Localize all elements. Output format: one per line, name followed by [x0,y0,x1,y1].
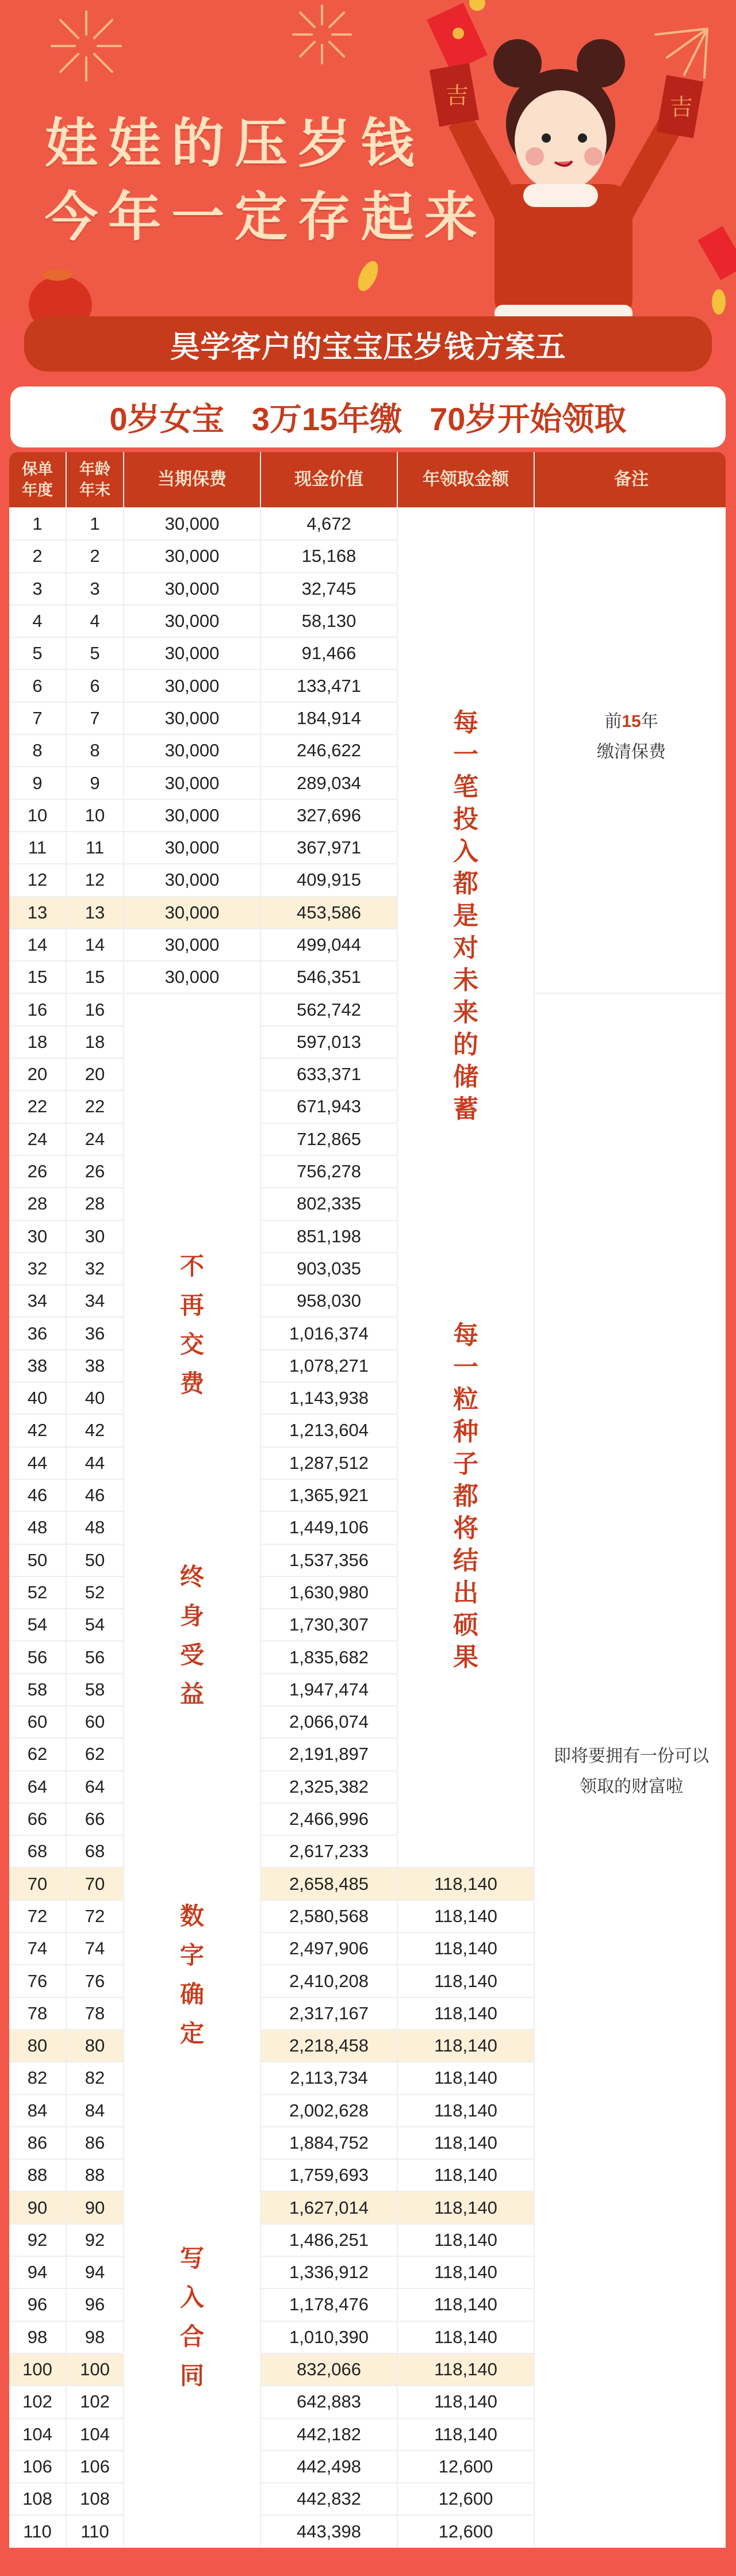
cell-policy-year: 58 [9,1674,66,1705]
cell-age: 62 [67,1739,123,1770]
cell-cash-value: 903,035 [261,1253,397,1284]
cell-age: 46 [67,1480,123,1511]
cell-policy-year: 62 [9,1739,66,1770]
cell-annual-payout: 12,600 [398,2516,534,2547]
cell-age: 72 [67,1901,123,1932]
cell-age: 11 [67,832,123,863]
cell-cash-value: 2,617,233 [261,1836,397,1867]
cell-cash-value: 246,622 [261,735,397,766]
cell-cash-value: 327,696 [261,800,397,831]
cell-age: 98 [67,2322,123,2353]
cell-policy-year: 36 [9,1318,66,1349]
cell-age: 40 [67,1383,123,1414]
summary-gender-age: 0岁女宝 [109,401,224,437]
header-age: 年龄 年末 [67,452,123,507]
header-premium: 当期保费 [124,452,260,507]
cell-age: 70 [67,1868,123,1899]
cell-annual-payout: 12,600 [398,2483,534,2514]
cell-cash-value: 832,066 [261,2354,397,2385]
cell-annual-payout: 118,140 [398,2322,534,2353]
cell-policy-year: 96 [9,2289,66,2320]
cell-age: 12 [67,864,123,895]
cell-annual-payout: 118,140 [398,2289,534,2320]
cell-cash-value: 1,213,604 [261,1415,397,1446]
cell-cash-value: 443,398 [261,2516,397,2547]
cell-policy-year: 106 [9,2451,66,2482]
cell-annual-payout: 118,140 [398,2127,534,2158]
cell-age: 58 [67,1674,123,1705]
cell-premium: 30,000 [124,929,260,960]
cell-policy-year: 38 [9,1350,66,1381]
cell-age: 14 [67,929,123,960]
cell-age: 80 [67,2030,123,2061]
cell-cash-value: 1,759,693 [261,2160,397,2191]
cell-policy-year: 14 [9,929,66,960]
cell-premium: 30,000 [124,800,260,831]
cell-age: 86 [67,2127,123,2158]
cell-annual-payout: 118,140 [398,1901,534,1932]
cell-cash-value: 2,410,208 [261,1965,397,1996]
cell-policy-year: 15 [9,962,66,993]
cell-policy-year: 2 [9,541,66,572]
cell-policy-year: 82 [9,2062,66,2093]
cell-age: 2 [67,541,123,572]
cell-policy-year: 104 [9,2419,66,2450]
cell-age: 10 [67,800,123,831]
cell-cash-value: 442,498 [261,2451,397,2482]
cell-policy-year: 16 [9,994,66,1025]
cell-age: 106 [67,2451,123,2482]
cell-age: 102 [67,2386,123,2417]
cell-age: 96 [67,2289,123,2320]
cell-age: 7 [67,703,123,734]
cell-annual-payout: 118,140 [398,2030,534,2061]
cell-age: 1 [67,508,123,539]
cell-age: 64 [67,1771,123,1802]
cell-cash-value: 2,497,906 [261,1933,397,1964]
cell-age: 84 [67,2095,123,2126]
cell-age: 9 [67,767,123,798]
cell-policy-year: 1 [9,508,66,539]
cell-age: 54 [67,1609,123,1640]
cell-policy-year: 74 [9,1933,66,1964]
cell-age: 110 [67,2516,123,2547]
cell-cash-value: 1,627,014 [261,2192,397,2223]
cell-premium: 30,000 [124,670,260,701]
cell-policy-year: 42 [9,1415,66,1446]
cell-premium: 30,000 [124,703,260,734]
cell-policy-year: 64 [9,1771,66,1802]
cell-policy-year: 11 [9,832,66,863]
cell-policy-year: 46 [9,1480,66,1511]
cell-cash-value: 15,168 [261,541,397,572]
cell-policy-year: 4 [9,606,66,637]
cell-policy-year: 32 [9,1253,66,1284]
plan-title-banner: 昊学客户的宝宝压岁钱方案五 [24,316,712,372]
cell-cash-value: 367,971 [261,832,397,863]
cell-age: 92 [67,2225,123,2256]
slogan-lifetime: 终身受益 [179,1563,204,1708]
premium-merged-cell [124,994,260,2547]
cell-policy-year: 40 [9,1383,66,1414]
cell-cash-value: 1,884,752 [261,2127,397,2158]
cell-policy-year: 94 [9,2257,66,2288]
cell-annual-payout: 118,140 [398,2192,534,2223]
slogan-no-more-pay: 不再交费 [179,1253,204,1398]
cell-policy-year: 6 [9,670,66,701]
cell-age: 5 [67,638,123,669]
cell-age: 8 [67,735,123,766]
cell-policy-year: 24 [9,1124,66,1155]
cell-policy-year: 5 [9,638,66,669]
slogan-seeds: 每一粒种子都将结出硕果 [453,1321,478,1671]
cell-cash-value: 1,449,106 [261,1512,397,1543]
hero-title-line2: 今年一定存起来 [45,188,488,247]
coin-icon [469,0,485,11]
cell-annual-payout: 118,140 [398,2419,534,2450]
cell-policy-year: 13 [9,897,66,928]
cell-annual-payout: 118,140 [398,1998,534,2029]
header-remark: 备注 [535,452,726,507]
cell-policy-year: 3 [9,573,66,604]
cell-policy-year: 30 [9,1221,66,1252]
cell-cash-value: 1,336,912 [261,2257,397,2288]
cell-cash-value: 1,835,682 [261,1641,397,1672]
cell-age: 6 [67,670,123,701]
hero-title-line1: 娃娃的压岁钱 [45,114,425,173]
cell-age: 15 [67,962,123,993]
cell-policy-year: 88 [9,2160,66,2191]
cell-annual-payout: 118,140 [398,2062,534,2093]
cell-policy-year: 7 [9,703,66,734]
cell-age: 24 [67,1124,123,1155]
cell-cash-value: 1,143,938 [261,1383,397,1414]
cell-age: 34 [67,1285,123,1316]
cell-age: 13 [67,897,123,928]
cell-cash-value: 1,078,271 [261,1350,397,1381]
cell-cash-value: 1,486,251 [261,2225,397,2256]
cell-cash-value: 2,658,485 [261,1868,397,1899]
cell-cash-value: 1,537,356 [261,1545,397,1576]
cell-policy-year: 12 [9,864,66,895]
cell-age: 16 [67,994,123,1025]
remark-wealth: 即将要拥有一份可以 领取的财富啦 [535,994,726,2547]
cell-cash-value: 1,016,374 [261,1318,397,1349]
cell-age: 48 [67,1512,123,1543]
cell-premium: 30,000 [124,541,260,572]
hero-banner [0,0,736,322]
cell-policy-year: 8 [9,735,66,766]
cell-policy-year: 20 [9,1059,66,1090]
cell-premium: 30,000 [124,767,260,798]
cell-premium: 30,000 [124,508,260,539]
cell-policy-year: 84 [9,2095,66,2126]
cell-cash-value: 409,915 [261,864,397,895]
summary-payout-start: 70岁开始领取 [430,401,627,437]
cell-premium: 30,000 [124,638,260,669]
cell-cash-value: 1,178,476 [261,2289,397,2320]
cell-policy-year: 22 [9,1091,66,1122]
cell-age: 52 [67,1577,123,1608]
cell-policy-year: 92 [9,2225,66,2256]
cell-policy-year: 50 [9,1545,66,1576]
cell-policy-year: 72 [9,1901,66,1932]
cell-age: 38 [67,1350,123,1381]
cell-age: 3 [67,573,123,604]
cell-premium: 30,000 [124,962,260,993]
cell-annual-payout: 118,140 [398,2354,534,2385]
cell-policy-year: 10 [9,800,66,831]
cell-cash-value: 1,287,512 [261,1448,397,1479]
cell-cash-value: 133,471 [261,670,397,701]
cell-premium: 30,000 [124,832,260,863]
cell-age: 104 [67,2419,123,2450]
cell-cash-value: 851,198 [261,1221,397,1252]
cell-cash-value: 442,182 [261,2419,397,2450]
cell-cash-value: 671,943 [261,1091,397,1122]
cell-cash-value: 184,914 [261,703,397,734]
cell-cash-value: 2,002,628 [261,2095,397,2126]
cell-policy-year: 80 [9,2030,66,2061]
cell-age: 94 [67,2257,123,2288]
cell-cash-value: 1,947,474 [261,1674,397,1705]
cell-annual-payout: 118,140 [398,2225,534,2256]
header-annual-payout: 年领取金额 [398,452,534,507]
cell-age: 60 [67,1706,123,1737]
cell-cash-value: 1,630,980 [261,1577,397,1608]
cell-age: 108 [67,2483,123,2514]
cell-age: 18 [67,1027,123,1058]
slogan-contract: 写入合同 [179,2245,204,2390]
cell-cash-value: 1,010,390 [261,2322,397,2353]
cell-policy-year: 86 [9,2127,66,2158]
cell-cash-value: 712,865 [261,1124,397,1155]
svg-text:吉: 吉 [670,95,693,120]
cell-age: 4 [67,606,123,637]
cell-age: 42 [67,1415,123,1446]
paid-years: 15 [622,712,641,731]
cell-cash-value: 2,317,167 [261,1998,397,2029]
cell-policy-year: 18 [9,1027,66,1058]
cell-policy-year: 48 [9,1512,66,1543]
cell-cash-value: 58,130 [261,606,397,637]
cell-age: 74 [67,1933,123,1964]
cell-cash-value: 4,672 [261,508,397,539]
cell-age: 22 [67,1091,123,1122]
plan-summary [10,386,726,447]
cell-age: 90 [67,2192,123,2223]
coin-icon [712,289,726,315]
cell-policy-year: 26 [9,1156,66,1187]
cell-policy-year: 102 [9,2386,66,2417]
cell-cash-value: 2,580,568 [261,1901,397,1932]
money-bag-icon [29,269,92,322]
header-cash-value: 现金价值 [261,452,397,507]
cell-policy-year: 100 [9,2354,66,2385]
cell-premium: 30,000 [124,864,260,895]
cell-policy-year: 66 [9,1804,66,1835]
cell-policy-year: 108 [9,2483,66,2514]
cell-cash-value: 1,365,921 [261,1480,397,1511]
cell-premium: 30,000 [124,897,260,928]
cell-cash-value: 289,034 [261,767,397,798]
cell-cash-value: 958,030 [261,1285,397,1316]
cell-cash-value: 546,351 [261,962,397,993]
cell-age: 78 [67,1998,123,2029]
cell-cash-value: 2,466,996 [261,1804,397,1835]
cell-cash-value: 642,883 [261,2386,397,2417]
cell-age: 66 [67,1804,123,1835]
cell-age: 100 [67,2354,123,2385]
cell-cash-value: 756,278 [261,1156,397,1187]
cell-cash-value: 32,745 [261,573,397,604]
cell-cash-value: 2,113,734 [261,2062,397,2093]
cell-annual-payout: 118,140 [398,1868,534,1899]
cell-policy-year: 56 [9,1641,66,1672]
cell-annual-payout: 118,140 [398,2386,534,2417]
cell-policy-year: 60 [9,1706,66,1737]
cell-policy-year: 28 [9,1188,66,1219]
cell-cash-value: 442,832 [261,2483,397,2514]
cell-policy-year: 76 [9,1965,66,1996]
header-policy-year: 保单 年度 [9,452,66,507]
svg-text:吉: 吉 [446,83,469,109]
benefit-table [9,452,726,2548]
summary-payment: 3万15年缴 [251,401,402,437]
cell-policy-year: 44 [9,1448,66,1479]
cell-age: 28 [67,1188,123,1219]
cell-policy-year: 70 [9,1868,66,1899]
cell-policy-year: 9 [9,767,66,798]
cell-cash-value: 2,325,382 [261,1771,397,1802]
cell-age: 30 [67,1221,123,1252]
cell-age: 32 [67,1253,123,1284]
cell-policy-year: 52 [9,1577,66,1608]
cell-policy-year: 110 [9,2516,66,2547]
cell-cash-value: 2,066,074 [261,1706,397,1737]
cell-age: 68 [67,1836,123,1867]
cell-policy-year: 54 [9,1609,66,1640]
cell-policy-year: 78 [9,1998,66,2029]
cell-age: 82 [67,2062,123,2093]
cell-premium: 30,000 [124,573,260,604]
cell-annual-payout: 12,600 [398,2451,534,2482]
cell-annual-payout: 118,140 [398,1933,534,1964]
cell-age: 44 [67,1448,123,1479]
cell-cash-value: 499,044 [261,929,397,960]
cell-age: 50 [67,1545,123,1576]
cell-premium: 30,000 [124,606,260,637]
cell-cash-value: 453,586 [261,897,397,928]
cell-age: 26 [67,1156,123,1187]
cell-cash-value: 2,218,458 [261,2030,397,2061]
cell-annual-payout: 118,140 [398,1965,534,1996]
cell-policy-year: 34 [9,1285,66,1316]
cell-age: 20 [67,1059,123,1090]
cell-age: 56 [67,1641,123,1672]
remark-paid-up: 前15年 缴清保费 [535,508,726,993]
cell-annual-payout: 118,140 [398,2257,534,2288]
cell-policy-year: 90 [9,2192,66,2223]
cell-premium: 30,000 [124,735,260,766]
slogan-savings: 每一笔投入都是对未来的储蓄 [453,709,478,1123]
cell-age: 36 [67,1318,123,1349]
coin-icon [354,258,382,294]
cell-cash-value: 91,466 [261,638,397,669]
cell-policy-year: 98 [9,2322,66,2353]
slogan-fixed: 数字确定 [179,1903,204,2047]
cell-cash-value: 2,191,897 [261,1739,397,1770]
cell-cash-value: 562,742 [261,994,397,1025]
red-envelope-icon [697,226,736,280]
cell-annual-payout: 118,140 [398,2095,534,2126]
payout-merged-cell [398,508,534,1867]
cell-cash-value: 1,730,307 [261,1609,397,1640]
cell-age: 76 [67,1965,123,1996]
cell-cash-value: 802,335 [261,1188,397,1219]
cell-policy-year: 68 [9,1836,66,1867]
cell-cash-value: 633,371 [261,1059,397,1090]
cell-cash-value: 597,013 [261,1027,397,1058]
cell-annual-payout: 118,140 [398,2160,534,2191]
cell-age: 88 [67,2160,123,2191]
